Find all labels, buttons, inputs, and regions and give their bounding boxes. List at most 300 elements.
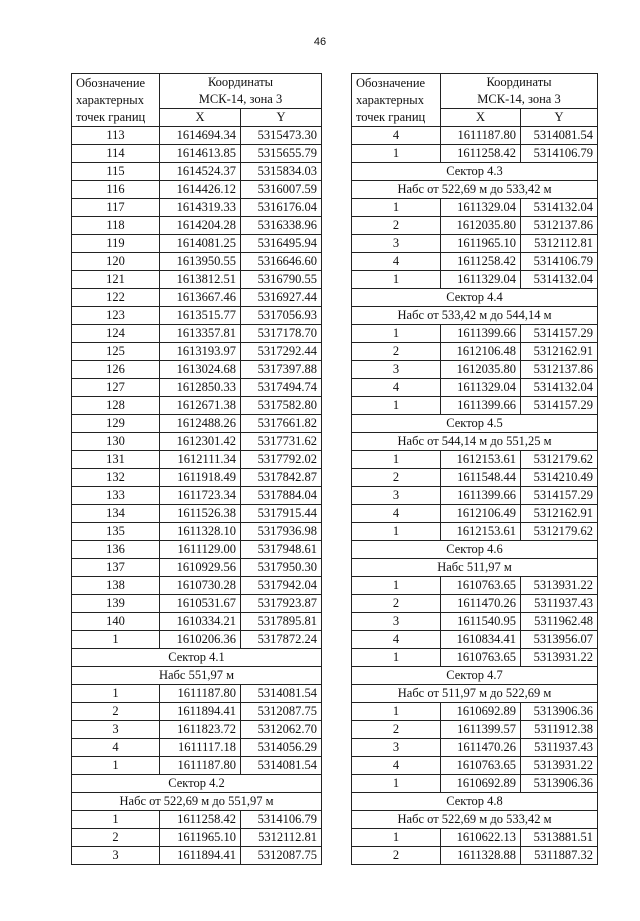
coord-y: 5314106.79 [521,145,598,163]
point-number: 118 [72,217,160,235]
coord-y: 5314081.54 [241,685,322,703]
table-row [72,523,322,541]
header-x: X [441,109,521,127]
table-row [72,685,322,703]
point-number: 4 [352,505,441,523]
point-number: 2 [352,343,441,361]
header-x: X [160,109,241,127]
point-number: 1 [72,757,160,775]
table-row [352,577,598,595]
coord-x: 1613812.51 [160,271,241,289]
coord-y: 5314106.79 [241,811,322,829]
coord-x: 1614524.37 [160,163,241,181]
coord-y: 5317915.44 [241,505,322,523]
coord-y: 5313931.22 [521,757,598,775]
coord-y: 5313931.22 [521,577,598,595]
coord-x: 1610834.41 [441,631,521,649]
coord-x: 1610763.65 [441,577,521,595]
table-row [72,361,322,379]
coord-y: 5313906.36 [521,775,598,793]
table-row [352,595,598,613]
table-row [72,847,322,865]
coord-y: 5311887.32 [521,847,598,865]
point-number: 1 [352,775,441,793]
coord-x: 1613357.81 [160,325,241,343]
coord-x: 1614319.33 [160,199,241,217]
coord-x: 1611526.38 [160,505,241,523]
coord-y: 5314132.04 [521,199,598,217]
coord-x: 1614613.85 [160,145,241,163]
point-number: 117 [72,199,160,217]
table-row [72,271,322,289]
table-row [352,613,598,631]
coord-x: 1610692.89 [441,703,521,721]
table-row [352,721,598,739]
coord-y: 5312112.81 [521,235,598,253]
point-number: 3 [352,739,441,757]
table-row [72,613,322,631]
coord-y: 5314132.04 [521,271,598,289]
coord-x: 1613950.55 [160,253,241,271]
table-row [72,289,322,307]
sector-label: Сектор 4.5 [352,415,598,433]
table-row [352,343,598,361]
coord-x: 1611329.04 [441,271,521,289]
table-row [352,361,598,379]
coord-y: 5317397.88 [241,361,322,379]
coord-y: 5317936.98 [241,523,322,541]
table-row [352,523,598,541]
sector-label: Набс от 511,97 м до 522,69 м [352,685,598,703]
coord-y: 5312179.62 [521,451,598,469]
coord-y: 5317292.44 [241,343,322,361]
point-number: 114 [72,145,160,163]
coord-x: 1611117.18 [160,739,241,757]
coord-y: 5317056.93 [241,307,322,325]
point-number: 113 [72,127,160,145]
table-row [72,163,322,181]
table-body [352,127,598,865]
point-number: 138 [72,577,160,595]
coord-x: 1612035.80 [441,361,521,379]
sector-row [352,307,598,325]
sector-row [352,541,598,559]
coord-y: 5312137.86 [521,217,598,235]
table-row [352,847,598,865]
point-number: 134 [72,505,160,523]
coord-x: 1610622.13 [441,829,521,847]
table-row [352,451,598,469]
header-point-designation: Обозначение характерных точек границ [352,74,441,127]
point-number: 4 [352,127,441,145]
point-number: 140 [72,613,160,631]
coord-x: 1611894.41 [160,847,241,865]
sector-row [352,181,598,199]
coord-x: 1611329.04 [441,379,521,397]
table-row [72,199,322,217]
coord-y: 5317884.04 [241,487,322,505]
sector-row [352,559,598,577]
coord-y: 5317895.81 [241,613,322,631]
coord-y: 5314056.29 [241,739,322,757]
table-row [72,559,322,577]
sector-row [72,775,322,793]
coord-x: 1612153.61 [441,451,521,469]
table-row [72,631,322,649]
coord-x: 1611328.88 [441,847,521,865]
coord-y: 5317923.87 [241,595,322,613]
coord-x: 1611918.49 [160,469,241,487]
point-number: 4 [72,739,160,757]
point-number: 123 [72,307,160,325]
sector-row [352,289,598,307]
coord-x: 1614694.34 [160,127,241,145]
header-y: Y [521,109,598,127]
table-row [72,721,322,739]
table-row [352,649,598,667]
coord-x: 1613193.97 [160,343,241,361]
header-point-designation: Обозначение характерных точек границ [72,74,160,127]
coord-y: 5314157.29 [521,487,598,505]
coord-y: 5316646.60 [241,253,322,271]
table-row [352,199,598,217]
coord-x: 1610929.56 [160,559,241,577]
coord-y: 5317582.80 [241,397,322,415]
coord-x: 1611470.26 [441,595,521,613]
table-row [72,577,322,595]
table-row [72,415,322,433]
point-number: 3 [72,847,160,865]
sector-label: Набс от 522,69 м до 533,42 м [352,811,598,829]
point-number: 119 [72,235,160,253]
point-number: 115 [72,163,160,181]
point-number: 132 [72,469,160,487]
sector-label: Набс от 544,14 м до 551,25 м [352,433,598,451]
table-row [72,235,322,253]
coord-x: 1612850.33 [160,379,241,397]
table-row [72,379,322,397]
coord-y: 5316176.04 [241,199,322,217]
coord-x: 1614426.12 [160,181,241,199]
coord-y: 5312062.70 [241,721,322,739]
coord-y: 5314081.54 [521,127,598,145]
point-number: 2 [352,721,441,739]
point-number: 122 [72,289,160,307]
point-number: 120 [72,253,160,271]
point-number: 3 [352,235,441,253]
coord-x: 1611894.41 [160,703,241,721]
point-number: 133 [72,487,160,505]
coord-x: 1612106.48 [441,343,521,361]
point-number: 1 [72,685,160,703]
point-number: 1 [352,271,441,289]
table-row [72,487,322,505]
coord-y: 5317842.87 [241,469,322,487]
table-row [72,253,322,271]
coord-x: 1614204.28 [160,217,241,235]
coord-y: 5316338.96 [241,217,322,235]
coord-y: 5317661.82 [241,415,322,433]
table-row [72,181,322,199]
point-number: 1 [352,829,441,847]
table-row [352,127,598,145]
table-row [352,631,598,649]
coord-x: 1610531.67 [160,595,241,613]
coord-x: 1613515.77 [160,307,241,325]
coord-x: 1611470.26 [441,739,521,757]
sector-label: Набс 551,97 м [72,667,322,685]
coord-x: 1611258.42 [441,145,521,163]
table-row [352,271,598,289]
coord-x: 1611187.80 [160,757,241,775]
point-number: 4 [352,757,441,775]
page-number: 46 [313,36,327,48]
table-row [72,397,322,415]
sector-label: Набс от 522,69 м до 533,42 м [352,181,598,199]
table-row [352,469,598,487]
coord-y: 5313881.51 [521,829,598,847]
coord-x: 1611129.00 [160,541,241,559]
coord-x: 1611540.95 [441,613,521,631]
coord-y: 5314081.54 [241,757,322,775]
point-number: 124 [72,325,160,343]
coord-y: 5314157.29 [521,397,598,415]
point-number: 2 [352,217,441,235]
coord-y: 5312087.75 [241,703,322,721]
coord-x: 1610763.65 [441,649,521,667]
coord-y: 5316790.55 [241,271,322,289]
coord-y: 5315473.30 [241,127,322,145]
point-number: 129 [72,415,160,433]
point-number: 139 [72,595,160,613]
point-number: 3 [352,487,441,505]
coord-y: 5317942.04 [241,577,322,595]
coord-y: 5311962.48 [521,613,598,631]
point-number: 130 [72,433,160,451]
sector-label: Сектор 4.8 [352,793,598,811]
coord-x: 1611399.66 [441,325,521,343]
coordinates-table-right [351,73,598,865]
table-row [72,811,322,829]
sector-label: Сектор 4.4 [352,289,598,307]
point-number: 135 [72,523,160,541]
sector-label: Набс от 533,42 м до 544,14 м [352,307,598,325]
coord-y: 5313906.36 [521,703,598,721]
coord-x: 1613667.46 [160,289,241,307]
coord-y: 5312112.81 [241,829,322,847]
coord-y: 5315834.03 [241,163,322,181]
point-number: 1 [352,451,441,469]
coord-y: 5314106.79 [521,253,598,271]
coord-x: 1611258.42 [160,811,241,829]
point-number: 3 [72,721,160,739]
point-number: 128 [72,397,160,415]
point-number: 2 [352,595,441,613]
coord-y: 5312087.75 [241,847,322,865]
table-row [352,487,598,505]
coord-x: 1611965.10 [160,829,241,847]
coord-x: 1613024.68 [160,361,241,379]
table-row [352,325,598,343]
table-row [352,775,598,793]
coord-x: 1614081.25 [160,235,241,253]
point-number: 4 [352,379,441,397]
table-row [72,127,322,145]
table-row [72,757,322,775]
header-y: Y [241,109,322,127]
sector-row [72,793,322,811]
coord-y: 5317872.24 [241,631,322,649]
table-row [72,451,322,469]
point-number: 4 [352,253,441,271]
table-row [352,235,598,253]
point-number: 1 [352,325,441,343]
coord-x: 1612301.42 [160,433,241,451]
coord-x: 1611328.10 [160,523,241,541]
sector-row [352,163,598,181]
coord-x: 1611399.66 [441,487,521,505]
sector-label: Сектор 4.1 [72,649,322,667]
point-number: 2 [352,847,441,865]
coord-y: 5316007.59 [241,181,322,199]
table-row [352,505,598,523]
sector-label: Набс от 522,69 м до 551,97 м [72,793,322,811]
point-number: 3 [352,361,441,379]
coord-y: 5313931.22 [521,649,598,667]
coord-x: 1612153.61 [441,523,521,541]
table-row [352,757,598,775]
point-number: 1 [72,631,160,649]
point-number: 1 [72,811,160,829]
sector-row [352,811,598,829]
table-row [352,253,598,271]
coord-y: 5317950.30 [241,559,322,577]
point-number: 1 [352,523,441,541]
sector-label: Сектор 4.6 [352,541,598,559]
coord-x: 1610730.28 [160,577,241,595]
coord-y: 5312162.91 [521,343,598,361]
coord-x: 1611399.66 [441,397,521,415]
point-number: 2 [352,469,441,487]
coord-y: 5315655.79 [241,145,322,163]
header-coordinates: Координаты МСК-14, зона 3 [441,74,598,109]
table-row [352,145,598,163]
coord-y: 5317792.02 [241,451,322,469]
sector-row [352,793,598,811]
coord-x: 1610692.89 [441,775,521,793]
table-row [72,505,322,523]
coord-y: 5314157.29 [521,325,598,343]
coord-y: 5317494.74 [241,379,322,397]
table-row [352,739,598,757]
coord-y: 5313956.07 [521,631,598,649]
point-number: 136 [72,541,160,559]
table-row [352,829,598,847]
coordinates-table-left [71,73,322,865]
coord-x: 1612671.38 [160,397,241,415]
point-number: 1 [352,199,441,217]
coord-y: 5317178.70 [241,325,322,343]
point-number: 1 [352,145,441,163]
sector-row [352,415,598,433]
coord-y: 5312137.86 [521,361,598,379]
coord-x: 1610334.21 [160,613,241,631]
coord-x: 1611965.10 [441,235,521,253]
point-number: 126 [72,361,160,379]
point-number: 127 [72,379,160,397]
table-row [72,541,322,559]
coord-y: 5311912.38 [521,721,598,739]
coord-y: 5311937.43 [521,739,598,757]
coord-x: 1612111.34 [160,451,241,469]
header-coordinates: Координаты МСК-14, зона 3 [160,74,322,109]
point-number: 1 [352,703,441,721]
point-number: 125 [72,343,160,361]
point-number: 137 [72,559,160,577]
sector-row [352,667,598,685]
coord-y: 5317731.62 [241,433,322,451]
coord-x: 1610206.36 [160,631,241,649]
point-number: 2 [72,703,160,721]
sector-label: Сектор 4.2 [72,775,322,793]
table-row [72,145,322,163]
coord-y: 5317948.61 [241,541,322,559]
coord-x: 1611187.80 [160,685,241,703]
table-row [352,397,598,415]
table-row [72,433,322,451]
table-row [72,469,322,487]
coord-x: 1611258.42 [441,253,521,271]
table-row [352,703,598,721]
coord-y: 5311937.43 [521,595,598,613]
sector-label: Сектор 4.7 [352,667,598,685]
point-number: 131 [72,451,160,469]
point-number: 1 [352,397,441,415]
point-number: 1 [352,649,441,667]
sector-label: Набс 511,97 м [352,559,598,577]
coord-x: 1611823.72 [160,721,241,739]
sector-row [72,667,322,685]
table-row [352,379,598,397]
point-number: 3 [352,613,441,631]
coord-x: 1612035.80 [441,217,521,235]
coord-x: 1611187.80 [441,127,521,145]
sector-row [352,433,598,451]
table-row [72,343,322,361]
coord-y: 5314132.04 [521,379,598,397]
point-number: 2 [72,829,160,847]
coord-y: 5316927.44 [241,289,322,307]
coord-x: 1611399.57 [441,721,521,739]
table-row [72,703,322,721]
coord-x: 1610763.65 [441,757,521,775]
coord-x: 1611723.34 [160,487,241,505]
point-number: 4 [352,631,441,649]
table-row [72,739,322,757]
point-number: 116 [72,181,160,199]
coord-y: 5312162.91 [521,505,598,523]
coord-x: 1611548.44 [441,469,521,487]
coord-y: 5316495.94 [241,235,322,253]
coord-x: 1612106.49 [441,505,521,523]
table-row [72,217,322,235]
sector-row [72,649,322,667]
table-row [72,325,322,343]
sector-label: Сектор 4.3 [352,163,598,181]
table-row [72,595,322,613]
point-number: 121 [72,271,160,289]
coord-x: 1612488.26 [160,415,241,433]
